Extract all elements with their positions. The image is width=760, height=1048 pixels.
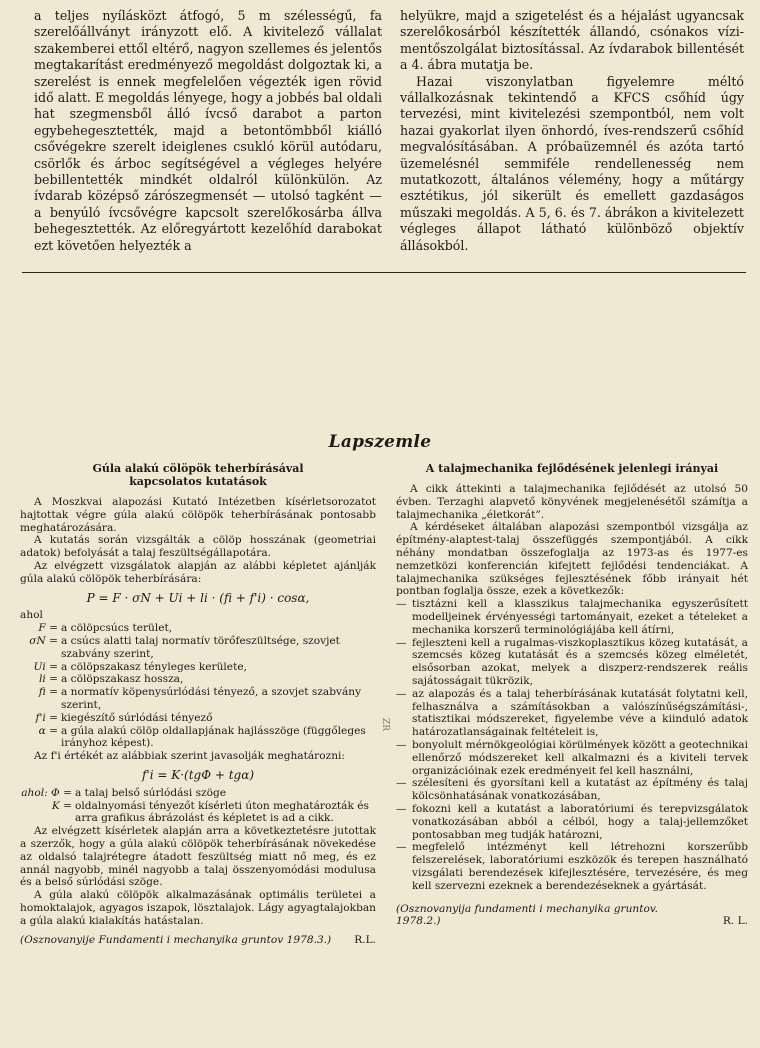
margin-mark: ZR: [380, 718, 390, 732]
right-article-citation-line-1: (Osznovanyija fundamenti i mechanyika gruntov.: [396, 902, 658, 915]
left-article-paragraph-5: Az elvégzett kísérletek alapján arra a következtetésre jutottak a szerzők, hogy a gúla alakú cölöpök teherbírásának növekedése az oldalsó talajrétegre átadott feszültség miatt nő meg, és ez annál nagyobb, minél nagyobb a talaj összenyomódási modulusa és a belső súrlódási szöge.: [20, 825, 376, 889]
definition-item: α = a gúla alakú cölöp oldallapjának hajlásszöge (függőleges irányhoz képest).: [38, 724, 366, 750]
list-item: — fokozni kell a kutatást a laboratóriumi és terepvizsgálatok vonatkozásában abból a célból, hogy a talaj-jellemzőket pontosabban meg tudják határozni,: [396, 802, 748, 841]
top-right-column: [400, 8, 744, 254]
section-title: Lapszemle: [328, 432, 432, 452]
right-article-author: R. L.: [722, 915, 748, 928]
left-article-paragraph-4: Az f'i értékét az alábbiak szerint javasolják meghatározni:: [34, 750, 345, 763]
top-left-paragraph: a teljes nyílásközt átfogó, 5 m szélességű, fa szerelőállványt irányzott elő. A kivitelező vállalat szakemberei ettől eltérő, nagyon szellemes és jelentős megtakarítást eredményező megoldást dolgoztak ki, a szerelést is ennek megfelelően végezték igen rövid idő alatt. E megoldás lényege, hogy a jobbés bal oldali hat szegmensből álló ívcső darabot a parton egybehegesztették, majd a betontömbből kiálló csővégekre szerelt ideiglenes csukló körül autódaru, csörlők és árboc segítségével a végleges helyére bebillentették mindkét oldalról különkülön. Az ívdarab középső zárószegmensét — utolsó tagként — a benyúló ívcsővégre kapcsolt szerelőkosárba állva behegesztették. Az előregyártott kezelőhíd darabokat ezt követően helyezték a: [34, 8, 382, 253]
left-article-paragraph-6: A gúla alakú cölöpök alkalmazásának optimális területei a homoktalajok, agyagos iszapok, lösztalajok. Lágy agyagtalajokban a gúla alakú kialakítás hatástalan.: [20, 889, 376, 927]
definition-item: Ui = a cölöpszakasz tényleges kerülete,: [33, 660, 247, 673]
development-directions-list: [396, 598, 748, 892]
formula-friction-factor: f'i = K·(tgΦ + tgα): [141, 767, 255, 782]
right-article: [396, 462, 748, 928]
definition-item: ahol: Φ = a talaj belső súrlódási szöge: [21, 786, 227, 799]
list-item: — bonyolult mérnökgeológiai körülmények között a geotechnikai ellenőrző módszereket kell alkalmazni és a kiviteli tervek organizációinak ezek eredményeit fel kell használni,: [396, 738, 748, 777]
left-article-paragraph-3: Az elvégzett vizsgálatok alapján az alábbi képletet ajánlják gúla alakú cölöpök teherbírására:: [20, 559, 376, 585]
definition-list: [20, 622, 376, 750]
list-item: — az alapozás és a talaj teherbírásának kutatását folytatni kell, felhasználva a számításokban a valószínűségszámítási-, statisztikai módszereket, figyelembe véve a kiinduló adatok határozatlanságainak feltételeit is,: [396, 687, 748, 739]
right-article-paragraph-1: A cikk áttekinti a talajmechanika fejlődését az utolsó 50 évben. Terzaghi alapvető könyvének megjelenésétől számítja a talajmechanika „életkorát”.: [396, 483, 748, 521]
list-item: — szélesíteni és gyorsítani kell a kutatást az építmény és talaj kölcsönhatásának vonatkozásában,: [396, 777, 748, 803]
left-article-title-line-1: Gúla alakú cölöpök teherbírásával: [92, 462, 304, 475]
left-article-title-line-2: kapcsolatos kutatások: [129, 475, 267, 488]
list-item: — megfelelő intézményt kell létrehozni korszerűbb felszerelések, laboratóriumi eszközök és terepen használható vizsgálati berendezések kifejlesztésére, tervezésére, és meg kell szervezni ezeknek a berendezéseknek a gyártását.: [396, 841, 748, 892]
definition-item: fi = a normatív köpenysúrlódási tényező, a szovjet szabvány szerint,: [38, 686, 362, 711]
definition-item: σN = a csúcs alatti talaj normatív törőfeszültsége, szovjet szabvány szerint,: [29, 634, 340, 660]
top-right-paragraph-1: helyükre, majd a szigetelést és a héjalást ugyancsak szerelőkosárból készítették állandó, csónakos vízi-mentőszolgálat biztosítással. Az ívdarabok billentését a 4. ábra mutatja be.: [400, 8, 744, 73]
definition-item: f'i = kiegészítő súrlódási tényező: [35, 711, 213, 724]
right-article-title: A talajmechanika fejlődésének jelenlegi irányai: [425, 462, 719, 475]
right-article-citation-line-2: 1978.2.): [396, 915, 441, 928]
left-article-source: [20, 934, 376, 947]
top-right-paragraph-2: Hazai viszonylatban figyelemre méltó vállalkozásnak tekintendő a KFCS csőhíd úgy tervezési, mint kivitelezési szempontból, nem volt hazai gyakorlat ilyen önhordó, íves-rendszerű csőhíd megvalósításában. A próbaüzemnél és azóta tartó üzemelésnél semmiféle rendellenesség nem mutatkozott, általános vélemény, hogy a műtárgy esztétikus, jól sikerült és emellett gazdaságos műszaki megoldás. A 5, 6. és 7. ábrákon a kivitelezett végleges állapot látható különböző objektív állásokból.: [400, 73, 744, 253]
left-article: [20, 462, 376, 946]
list-item: — fejleszteni kell a rugalmas-viszkoplasztikus közeg kutatását, a szemcsés közeg kutatását és a szemcsés közeg elméletét, elsősorban azokat, melyek a diszperz-rendszerek reális sajátosságait tükrözik,: [396, 636, 748, 687]
left-article-paragraph-1: A Moszkvai alapozási Kutató Intézetben kísérletsorozatot hajtottak végre gúla alakú cölöpök teherbírásának pontosabb meghatározására.: [20, 496, 376, 534]
left-article-paragraph-2: A kutatás során vizsgálták a cölöp hosszának (geometriai adatok) befolyását a talaj feszültségállapotára.: [20, 534, 376, 560]
right-article-paragraph-2: A kérdéseket általában alapozási szempontból vizsgálja az építmény-alaptest-talaj összefüggés szempontjából. A cikk néhány mondatban összefoglalja az 1973-as és 1977-es nemzetközi konferencián kifejtett fejlődési tendenciákat. A talajmechanika szükséges fejlesztésének főbb irányait hét pontban foglalja össze, ezek a következők:: [396, 521, 748, 598]
definition-item: li = a cölöpszakasz hossza,: [38, 673, 184, 686]
where-label: ahol: [20, 609, 43, 622]
list-item: — tisztázni kell a klasszikus talajmechanika egyszerűsített modelljeinek érvényességi tartományait, ezeket a tételeket a mechanika korszerű terminológiájába kell átírni,: [396, 598, 748, 636]
top-left-column: [34, 8, 382, 254]
definition-item: K = oldalnyomási tényezőt kísérleti úton meghatározták és arra grafikus ábrázolást és képletet is ad a cikk.: [51, 799, 369, 825]
definition-item: F = a cölöpcsúcs terület,: [38, 622, 173, 635]
definition-list-2: [20, 787, 376, 825]
left-article-title: [20, 462, 376, 488]
formula-bearing-capacity: P = F · σN + Ui + li · (fi + f'i) · cosα,: [86, 590, 310, 605]
right-article-source: [396, 903, 748, 929]
section-divider: [22, 272, 746, 273]
right-article-citation-row: [396, 915, 748, 928]
left-article-author: R.L.: [354, 933, 376, 946]
left-article-citation: (Osznovanyije Fundamenti i mechanyika gruntov 1978.3.): [20, 933, 332, 946]
